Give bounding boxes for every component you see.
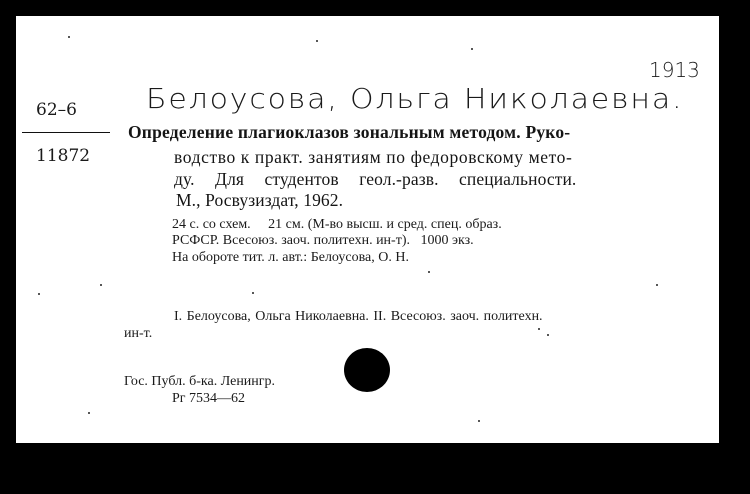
title-line-4: М., Росвузиздат, 1962. xyxy=(176,190,344,210)
description-line-2: РСФСР. Всесоюз. заоч. политехн. ин-т). 1000 экз. xyxy=(172,233,474,248)
class-mark: 62–6 xyxy=(36,100,77,120)
catalog-card xyxy=(16,16,719,443)
library-line-2: Рг 7534—62 xyxy=(172,391,246,406)
tracings-line-1: I. Белоусова, Ольга Николаевна. II. Всесоюз. заоч. политехн. xyxy=(174,309,543,324)
speck xyxy=(88,412,90,414)
speck xyxy=(471,48,473,50)
description-line-1: 24 с. со схем. 21 см. (М-во высш. и сред. спец. образ. xyxy=(172,217,502,232)
card-punch-hole xyxy=(344,348,390,392)
speck xyxy=(38,293,40,295)
speck xyxy=(428,271,430,273)
speck xyxy=(316,40,318,42)
speck xyxy=(68,36,70,38)
speck xyxy=(100,284,102,286)
speck xyxy=(656,284,658,286)
tracings-line-2: ин-т. xyxy=(124,326,153,341)
handwritten-author: Белоусова, Ольга Николаевна. xyxy=(146,83,684,116)
divider-line xyxy=(22,132,110,133)
title-line-2: водство к практ. занятиям по федоровскому мето- xyxy=(174,147,573,167)
handwritten-number: 1913 xyxy=(649,58,700,82)
description-line-3: На обороте тит. л. авт.: Белоусова, О. Н. xyxy=(172,250,409,265)
title-line-3: ду. Для студентов геол.-разв. специальности. xyxy=(174,169,577,189)
speck xyxy=(478,420,480,422)
title-line-1: Определение плагиоклазов зональным методом. Руко- xyxy=(128,122,571,142)
speck xyxy=(252,292,254,294)
speck xyxy=(538,328,540,330)
call-number: 11872 xyxy=(36,146,91,166)
speck xyxy=(547,334,549,336)
library-line-1: Гос. Публ. б-ка. Ленингр. xyxy=(124,374,276,389)
